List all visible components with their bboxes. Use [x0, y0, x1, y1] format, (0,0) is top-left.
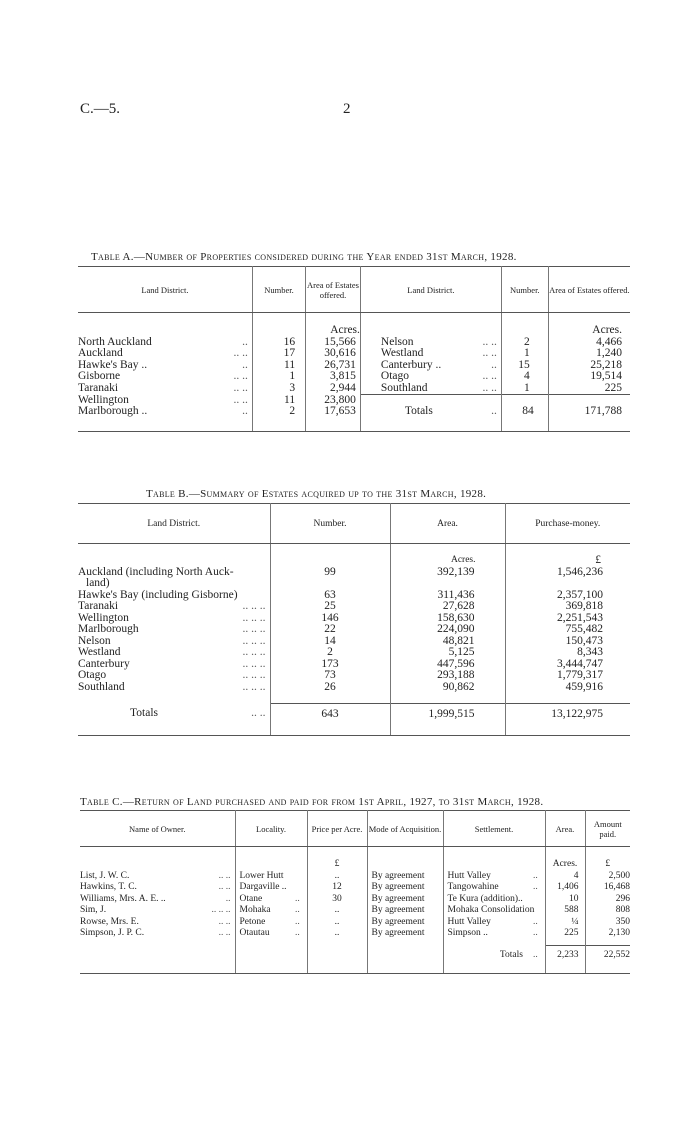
table-b-totals-money: 13,122,975 [505, 703, 630, 725]
table-c-cell: By agreement [367, 894, 443, 906]
document-reference: C.—5. [80, 101, 121, 117]
table-b-cell: 22 [270, 624, 390, 636]
table-c-cell: .. [295, 894, 307, 906]
table-a-cell: 4,466 [596, 335, 622, 348]
table-a-cell: 2,944 [306, 383, 361, 395]
table-a-cell: 30,616 [306, 348, 361, 360]
table-b-cell: Auckland (including North Auck- [78, 567, 270, 579]
table-a-cell: Taranaki [78, 381, 119, 394]
table-a-header-area-2: Area of Estates offered. [548, 267, 630, 313]
table-a-caption: Table A.—Number of Properties considered during the Year ended 31st March, 1928. [91, 251, 517, 263]
table-c-cell: Rowse, Mrs. E. [80, 916, 139, 927]
table-a-cell: 17 [252, 348, 305, 360]
table-c-header-settlement: Settlement. [443, 811, 545, 847]
table-b-caption: Table B.—Summary of Estates acquired up to the 31st March, 1928. [146, 488, 487, 500]
table-a-totals-label: Totals [404, 405, 433, 417]
table-c-cell [295, 871, 307, 883]
table-a-cell: .. .. [461, 348, 501, 360]
table-a [78, 266, 630, 432]
table-c-totals-area: 2,233 [545, 946, 585, 966]
table-a-cell: 225 [604, 381, 622, 394]
table-c-header-mode: Mode of Acquisition. [367, 811, 443, 847]
table-b-header-number: Number. [270, 504, 390, 544]
table-c-cell: .. [533, 882, 545, 894]
table-c-cell: .. .. [180, 882, 235, 894]
table-c-cell: List, J. W. C. [80, 870, 130, 881]
table-c-cell: .. [295, 917, 307, 929]
table-a-cell: .. .. [187, 395, 252, 407]
table-b-cell: 2 [270, 647, 390, 659]
table-c-cell: Otautau [239, 928, 270, 938]
table-b-cell: 311,436 [390, 590, 505, 602]
table-c-cell: ¼ [545, 917, 585, 929]
table-a-cell: .. .. [461, 337, 501, 349]
table-a-cell: North Auckland [78, 335, 152, 348]
table-a-cell: .. [187, 406, 252, 418]
table-b-cell: 99 [270, 567, 390, 579]
table-a-cell: Hawke's Bay .. [78, 358, 148, 371]
table-c-header-locality: Locality. [235, 811, 307, 847]
table-a-cell: 11 [252, 395, 305, 407]
table-a-cell: 16 [252, 337, 305, 349]
table-b-cell: 14 [270, 636, 390, 648]
table-c-cell: Mohaka Consolidation [443, 905, 545, 917]
table-b-cell: 173 [270, 659, 390, 671]
table-c-units-amount: £ [605, 859, 611, 869]
table-c-units-price: £ [307, 847, 367, 871]
table-c-cell: .. [533, 871, 545, 883]
table-a-cell: .. [187, 360, 252, 372]
table-a-header-number: Number. [252, 267, 305, 313]
table-b-cell: .. .. .. [158, 613, 270, 625]
table-c-cell: By agreement [367, 905, 443, 917]
table-a-cell: .. .. [461, 371, 501, 383]
table-a-cell: .. .. [187, 383, 252, 395]
table-b-cell: .. .. .. [158, 670, 270, 682]
table-a-cell: Marlborough .. [78, 405, 148, 417]
table-a-cell: 15 [501, 360, 548, 372]
table-c-cell: .. [307, 905, 367, 917]
table-a-cell: Canterbury .. [380, 358, 442, 371]
table-c-cell: By agreement [367, 928, 443, 940]
table-b-totals-number: 643 [270, 703, 390, 725]
table-b-cell: Taranaki [78, 600, 119, 612]
table-c-cell: 2,500 [608, 870, 630, 881]
table-b-cell: 5,125 [390, 647, 505, 659]
table-a-cell: 19,514 [590, 370, 622, 382]
table-c-totals-label: Totals [499, 949, 523, 960]
table-a-cell: Otago [380, 370, 410, 382]
table-b-cell: .. .. .. [158, 659, 270, 671]
table-a-cell: Auckland [78, 347, 123, 359]
table-a-cell: .. [461, 406, 501, 418]
table-b-cell: Nelson [78, 634, 111, 647]
table-c-cell: .. .. [180, 928, 235, 940]
page-number: 2 [343, 101, 351, 117]
table-a-header-area: Area of Estates offered. [306, 267, 361, 313]
table-a-cell: Wellington [78, 393, 129, 406]
table-b-cell: 224,090 [390, 624, 505, 636]
table-c-cell: .. [533, 928, 545, 940]
table-b-cell: Hawke's Bay (including Gisborne) [78, 590, 270, 602]
table-c-cell: .. [307, 917, 367, 929]
table-b-totals-label: Totals [130, 707, 158, 720]
table-b [78, 503, 630, 736]
table-b-cell: .. .. .. [158, 682, 270, 694]
table-c-cell: Sim, J. [80, 905, 107, 915]
table-c-cell: 588 [545, 905, 585, 917]
table-c-cell: .. [180, 894, 235, 906]
table-c-cell: 30 [307, 894, 367, 906]
table-c-cell: .. [295, 905, 307, 917]
table-a-cell: Southland [380, 381, 428, 394]
table-b-cell: 27,628 [390, 601, 505, 613]
table-b-cell: Canterbury [78, 657, 130, 670]
table-c-cell: Hutt Valley [447, 916, 491, 927]
table-b-cell: 1,546,236 [557, 565, 603, 578]
table-c-cell: Williams, Mrs. A. E. .. [80, 893, 166, 904]
table-c-cell: 2,130 [608, 928, 630, 938]
table-b-cell: 1,779,317 [557, 669, 603, 681]
table-a-cell: 1 [501, 383, 548, 395]
table-c-cell: Dargaville .. [239, 882, 287, 892]
table-c-cell: Otane [239, 893, 263, 904]
table-c-cell: Mohaka [239, 905, 271, 915]
table-b-cell: 73 [270, 670, 390, 682]
table-c-cell: Lower Hutt [239, 870, 284, 881]
table-a-cell: 23,800 [306, 395, 361, 407]
table-c-cell: Te Kura (addition).. [443, 894, 545, 906]
table-c-cell: 10 [545, 894, 585, 906]
table-b-header-money: Purchase-money. [505, 504, 630, 544]
table-b-cell: 90,862 [390, 682, 505, 694]
table-c-cell [295, 882, 307, 894]
table-a-cell: Gisborne [78, 370, 121, 382]
table-c-cell: Simpson .. [447, 928, 488, 938]
table-a-cell: 1 [501, 348, 548, 360]
table-c-cell: .. [307, 871, 367, 883]
table-a-cell: 1 [252, 371, 305, 383]
table-c-cell: 12 [307, 882, 367, 894]
table-c-header-area: Area. [545, 811, 585, 847]
table-b-cell: Wellington [78, 611, 129, 624]
table-b-cell: 447,596 [390, 659, 505, 671]
table-a-cell: .. .. [187, 348, 252, 360]
table-c-caption: Table C.—Return of Land purchased and paid for from 1st April, 1927, to 31st March, 1928. [80, 796, 544, 808]
table-c-units-area: Acres. [545, 847, 585, 871]
table-c-cell: Hawkins, T. C. [80, 882, 137, 892]
table-c-cell: 350 [615, 916, 630, 927]
table-a-units-2: Acres. [592, 324, 622, 336]
table-b-cell: 392,139 [390, 567, 505, 579]
table-b-cell: 25 [270, 601, 390, 613]
table-b-cell: 146 [270, 613, 390, 625]
table-b-cell: 2,357,100 [557, 588, 603, 601]
table-b-cell: 459,916 [565, 680, 603, 693]
table-c-cell: 808 [615, 905, 630, 915]
table-c-cell: .. [533, 917, 545, 929]
table-a-cell: 3,815 [306, 371, 361, 383]
table-b-cell: .. .. .. [158, 636, 270, 648]
table-c-cell: By agreement [367, 917, 443, 929]
table-a-cell: Nelson [380, 335, 414, 348]
table-c-cell: 296 [615, 893, 630, 904]
table-b-cell: Otago [78, 669, 107, 681]
table-b-cell: 150,473 [565, 634, 603, 647]
table-a-cell: .. [187, 337, 252, 349]
table-a-cell: 4 [501, 371, 548, 383]
table-c-cell: Petone [239, 916, 266, 927]
table-c-cell: .. .. [180, 871, 235, 883]
table-c-cell: .. .. .. [180, 905, 235, 917]
table-b-cell: Marlborough [78, 623, 139, 635]
table-b-cell: 158,630 [390, 613, 505, 625]
table-a-cell: 15,566 [306, 337, 361, 349]
table-c-cell: .. [307, 928, 367, 940]
table-c-cell: 225 [545, 928, 585, 940]
table-c-header-amount: Amount paid. [585, 811, 630, 847]
table-c-cell: 1,406 [545, 882, 585, 894]
table-b-header-district: Land District. [78, 504, 270, 544]
table-b-cell: .. .. .. [158, 624, 270, 636]
table-b-cell: .. .. .. [158, 647, 270, 659]
table-b-cell: .. .. [158, 703, 270, 725]
table-b-totals-area: 1,999,515 [390, 703, 505, 725]
table-b-header-area: Area. [390, 504, 505, 544]
table-b-cell: 293,188 [390, 670, 505, 682]
table-c-header-owner: Name of Owner. [80, 811, 235, 847]
table-c-cell: By agreement [367, 882, 443, 894]
table-c-cell: .. [295, 928, 307, 940]
table-a-cell: 2 [501, 337, 548, 349]
table-b-cell: 2,251,543 [557, 611, 603, 624]
table-a-cell: Westland [380, 347, 424, 359]
table-c-cell: Simpson, J. P. C. [80, 928, 145, 938]
table-a-cell: .. .. [461, 383, 501, 395]
table-c-cell: Tangowahine [447, 882, 499, 892]
table-a-cell: 17,653 [306, 406, 361, 418]
table-c-totals-amount: 22,552 [585, 946, 630, 966]
table-a-units: Acres. [306, 313, 361, 337]
table-c-cell: By agreement [367, 871, 443, 883]
table-a-cell: .. [461, 360, 501, 372]
table-b-cell: 48,821 [390, 636, 505, 648]
table-a-cell: 1,240 [596, 347, 622, 359]
table-c-cell: Hutt Valley [447, 870, 491, 881]
table-a-header-district: Land District. [78, 267, 252, 313]
table-a-cell: 25,218 [590, 358, 622, 371]
table-b-units-money: £ [595, 554, 601, 566]
table-b-cell: 755,482 [565, 623, 603, 635]
table-b-units-area: Acres. [390, 544, 505, 567]
table-b-cell: 63 [270, 590, 390, 602]
table-b-cell: 8,343 [577, 646, 603, 658]
table-b-cell: 369,818 [565, 600, 603, 612]
table-a-totals-number: 84 [501, 406, 548, 418]
table-b-cell: land) [78, 578, 270, 590]
table-a-cell: 2 [252, 406, 305, 418]
table-c [80, 810, 630, 974]
table-a-cell: 3 [252, 383, 305, 395]
table-c-cell: .. [533, 946, 545, 966]
table-a-totals-area: 171,788 [584, 405, 622, 417]
table-b-cell: Southland [78, 680, 125, 693]
table-b-cell: 3,444,747 [557, 657, 603, 670]
table-a-header-district-2: Land District. [360, 267, 501, 313]
table-c-cell: 4 [545, 871, 585, 883]
table-b-cell: 26 [270, 682, 390, 694]
table-c-cell: .. .. [180, 917, 235, 929]
table-b-cell: Westland [78, 646, 121, 658]
table-b-cell: .. .. .. [158, 601, 270, 613]
table-c-cell: 16,468 [603, 882, 630, 892]
table-a-cell: .. .. [187, 371, 252, 383]
table-c-header-price: Price per Acre. [307, 811, 367, 847]
table-a-header-number-2: Number. [501, 267, 548, 313]
table-a-cell: 26,731 [306, 360, 361, 372]
table-a-cell: 11 [252, 360, 305, 372]
